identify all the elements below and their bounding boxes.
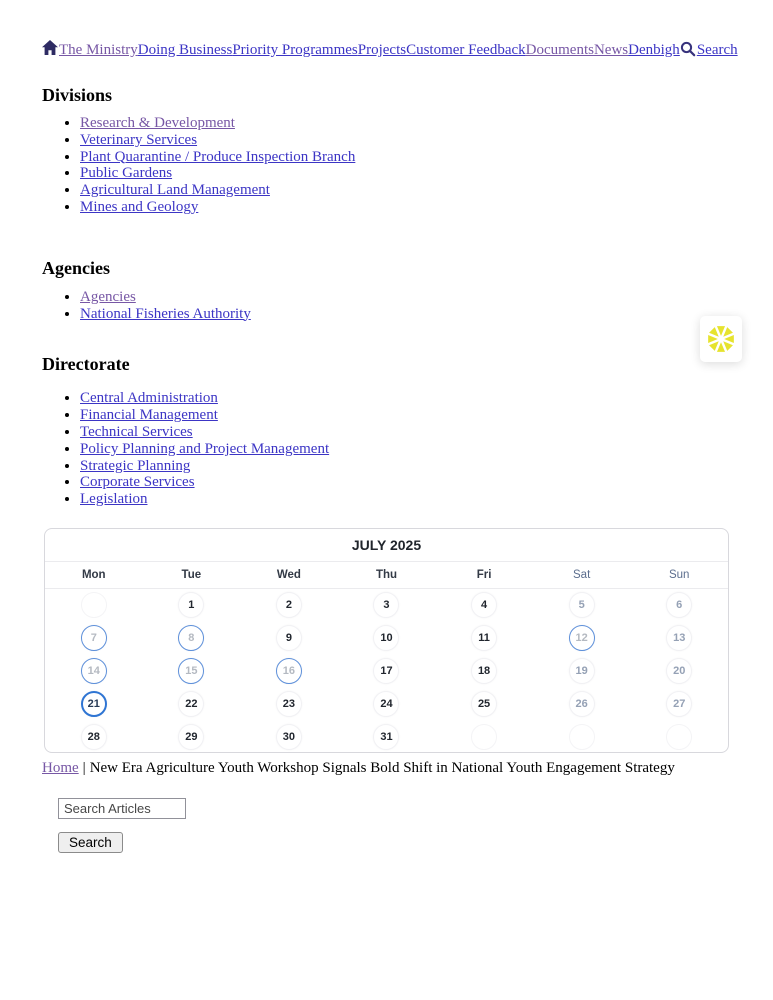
calendar-day-number: 8 <box>188 632 195 645</box>
division-link[interactable]: Veterinary Services <box>80 131 198 148</box>
calendar-day <box>533 589 631 622</box>
calendar-day-number: 19 <box>575 665 588 678</box>
calendar-day <box>143 721 241 753</box>
calendar-day-number: 9 <box>285 632 292 645</box>
calendar-day <box>533 721 631 753</box>
calendar-day[interactable] <box>45 655 143 688</box>
accessibility-widget-button[interactable] <box>700 316 742 362</box>
calendar-day <box>45 721 143 753</box>
calendar-day-circle <box>471 625 497 651</box>
calendar-day <box>533 688 631 721</box>
calendar-day-number: 2 <box>285 599 292 612</box>
calendar-day <box>338 721 436 753</box>
calendar-day-number: 18 <box>477 665 491 678</box>
calendar-day-number: 23 <box>282 698 296 711</box>
calendar-day-number: 3 <box>383 599 390 612</box>
search-articles-input[interactable] <box>58 798 186 819</box>
calendar-day-number: 20 <box>673 665 686 678</box>
calendar-dow-label: Sun <box>668 568 690 581</box>
section-divisions <box>42 86 731 216</box>
calendar-title: JULY 2025 <box>45 529 728 562</box>
calendar-day-circle <box>276 592 302 618</box>
calendar-day-circle <box>373 625 399 651</box>
asterisk-icon <box>706 324 736 354</box>
calendar-day-circle <box>178 724 204 750</box>
calendar-day-number: 22 <box>185 698 198 711</box>
calendar-day <box>338 622 436 655</box>
calendar-day-number: 14 <box>87 665 100 678</box>
calendar-day-number: 13 <box>673 632 686 645</box>
calendar-day <box>143 589 241 622</box>
calendar-day-number: 6 <box>676 599 683 612</box>
calendar-day <box>338 655 436 688</box>
calendar-day-circle <box>81 658 107 684</box>
calendar-day <box>630 622 728 655</box>
calendar-day[interactable] <box>143 655 241 688</box>
calendar-day <box>45 589 143 622</box>
division-link[interactable]: Public Gardens <box>80 165 173 182</box>
calendar-day-circle <box>569 625 595 651</box>
calendar-day-circle <box>569 658 595 684</box>
divisions-list <box>42 115 731 216</box>
calendar-day-circle <box>178 625 204 651</box>
directorate-list <box>42 390 731 508</box>
calendar-day-circle <box>666 691 692 717</box>
division-link[interactable]: Agricultural Land Management <box>80 182 270 199</box>
list-item <box>80 182 731 199</box>
calendar-day-headers <box>45 562 728 589</box>
list-item <box>80 289 731 306</box>
calendar-day-circle <box>276 724 302 750</box>
calendar-day-circle <box>666 658 692 684</box>
breadcrumb <box>42 760 731 777</box>
calendar-day-number: 25 <box>477 698 491 711</box>
division-link[interactable]: Plant Quarantine / Produce Inspection Branch <box>80 148 356 165</box>
calendar-day-number: 10 <box>380 632 393 645</box>
calendar-day-number: 1 <box>188 599 195 612</box>
divisions-heading: Divisions <box>42 85 113 105</box>
list-item <box>80 491 731 508</box>
nav-links <box>59 42 680 58</box>
calendar-day-circle <box>373 592 399 618</box>
list-item <box>80 199 731 216</box>
list-item <box>80 441 731 458</box>
nav-link[interactable]: Documents <box>525 42 594 58</box>
calendar-day-number: 27 <box>673 698 686 711</box>
calendar-day[interactable] <box>45 688 143 721</box>
calendar-day-circle <box>373 658 399 684</box>
list-item <box>80 165 731 182</box>
calendar-day <box>630 688 728 721</box>
calendar-day[interactable] <box>45 622 143 655</box>
calendar-day-number: 17 <box>380 665 393 678</box>
nav-link[interactable]: News <box>593 42 629 58</box>
nav-search-link[interactable] <box>680 42 738 58</box>
nav-link[interactable]: Priority Programmes <box>232 42 358 58</box>
calendar-day <box>240 721 338 753</box>
directorate-link[interactable]: Central Administration <box>80 390 218 407</box>
list-item <box>80 132 731 149</box>
calendar-day-circle <box>471 724 497 750</box>
calendar-day-circle <box>81 724 107 750</box>
calendar-day-circle <box>373 691 399 717</box>
calendar-day <box>630 589 728 622</box>
search-articles-button[interactable]: Search <box>58 832 123 853</box>
list-item <box>80 390 731 407</box>
calendar-dow-label: Wed <box>276 568 301 581</box>
calendar-day <box>240 589 338 622</box>
calendar-day <box>435 589 533 622</box>
calendar-widget <box>44 528 729 753</box>
calendar-day-circle <box>471 658 497 684</box>
calendar-day <box>435 721 533 753</box>
list-item <box>80 458 731 475</box>
calendar-dow-label: Thu <box>375 568 398 581</box>
calendar-day-number: 21 <box>87 698 100 711</box>
agency-link[interactable]: National Fisheries Authority <box>80 305 251 322</box>
calendar-day-circle <box>666 625 692 651</box>
calendar-day-number: 29 <box>185 731 198 744</box>
breadcrumb-article-title: New Era Agriculture Youth Workshop Signals Bold Shift in National Youth Engagement Strategy <box>89 759 675 776</box>
calendar-day-circle <box>276 658 302 684</box>
nav-search-label: Search <box>696 42 738 58</box>
calendar-day-circle <box>471 691 497 717</box>
calendar-dow-label: Mon <box>81 568 106 581</box>
calendar-day[interactable] <box>533 622 631 655</box>
calendar-day-circle <box>373 724 399 750</box>
calendar-day <box>533 655 631 688</box>
division-link[interactable]: Mines and Geology <box>80 198 199 215</box>
breadcrumb-separator: | <box>82 759 86 776</box>
calendar-day <box>240 622 338 655</box>
list-item <box>80 424 731 441</box>
calendar-day <box>143 688 241 721</box>
calendar-day-circle <box>178 658 204 684</box>
calendar-day-number: 26 <box>575 698 588 711</box>
nav-link[interactable]: Denbigh <box>628 42 680 58</box>
calendar-day <box>435 655 533 688</box>
search-icon <box>680 41 696 57</box>
calendar-day-number: 4 <box>481 599 488 612</box>
calendar-day <box>435 688 533 721</box>
nav-link[interactable]: The Ministry <box>59 42 138 58</box>
nav-link[interactable]: Projects <box>357 42 407 58</box>
calendar-day-circle <box>666 592 692 618</box>
calendar-day-number: 15 <box>185 665 198 678</box>
calendar-dow-label: Fri <box>476 568 492 581</box>
calendar-day <box>338 589 436 622</box>
calendar-day-circle <box>276 691 302 717</box>
division-link[interactable]: Research & Development <box>80 115 235 131</box>
directorate-link[interactable]: Policy Planning and Project Management <box>80 440 330 457</box>
list-item <box>80 149 731 166</box>
calendar-day-circle <box>81 625 107 651</box>
calendar-day-number: 31 <box>380 731 393 744</box>
calendar-day-number: 24 <box>380 698 393 711</box>
directorate-link[interactable]: Legislation <box>80 491 148 508</box>
directorate-link[interactable]: Financial Management <box>80 407 218 424</box>
list-item <box>80 474 731 491</box>
calendar-day <box>630 655 728 688</box>
directorate-link[interactable]: Strategic Planning <box>80 457 191 474</box>
calendar-day[interactable] <box>143 622 241 655</box>
calendar-grid <box>45 589 728 753</box>
directorate-heading: Directorate <box>42 354 130 375</box>
top-nav <box>42 40 738 60</box>
calendar-day-number: 11 <box>478 632 490 645</box>
article-search <box>58 798 731 853</box>
list-item <box>80 407 731 424</box>
nav-link[interactable]: Doing Business <box>137 42 233 58</box>
section-agencies <box>42 259 731 323</box>
calendar-day-circle <box>178 592 204 618</box>
directorate-link[interactable]: Corporate Services <box>80 474 195 491</box>
calendar-day-circle <box>666 724 692 750</box>
calendar-day <box>240 688 338 721</box>
home-icon[interactable] <box>42 40 58 60</box>
agencies-list <box>42 289 731 323</box>
calendar-day-circle <box>471 592 497 618</box>
calendar-day-circle <box>178 691 204 717</box>
calendar-day-number: 12 <box>575 632 588 645</box>
calendar-day-number: 5 <box>578 599 585 612</box>
calendar-day-circle <box>81 691 107 717</box>
agencies-heading: Agencies <box>42 257 110 278</box>
calendar-day-circle <box>569 592 595 618</box>
calendar-day-circle <box>569 691 595 717</box>
list-item <box>80 115 731 132</box>
calendar-day-number: 7 <box>90 632 97 645</box>
list-item <box>80 306 731 323</box>
calendar-day-number: 16 <box>282 665 296 678</box>
breadcrumb-home-link[interactable]: Home <box>42 759 79 776</box>
calendar-dow-label: Sat <box>573 568 591 581</box>
calendar-day-number: 30 <box>282 731 296 744</box>
agency-link[interactable]: Agencies <box>80 288 136 305</box>
nav-link[interactable]: Customer Feedback <box>406 42 526 58</box>
section-directorate <box>42 355 731 508</box>
calendar-day-number: 28 <box>87 731 100 744</box>
calendar-day-circle <box>569 724 595 750</box>
calendar-day-circle <box>276 625 302 651</box>
calendar-day-circle <box>81 592 107 618</box>
calendar-day <box>630 721 728 753</box>
calendar-day <box>338 688 436 721</box>
calendar-day[interactable] <box>240 655 338 688</box>
calendar-day <box>435 622 533 655</box>
calendar-dow-label: Tue <box>181 568 202 581</box>
directorate-link[interactable]: Technical Services <box>80 423 193 440</box>
